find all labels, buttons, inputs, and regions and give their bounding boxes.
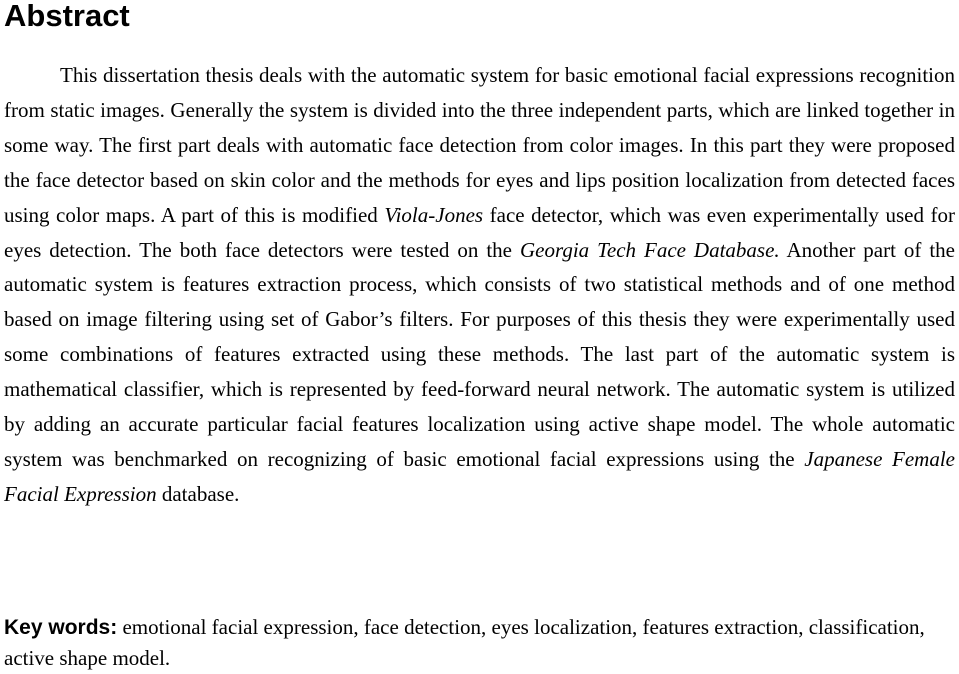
- abstract-italic-term: Viola-Jones: [384, 202, 484, 227]
- abstract-italic-term: Georgia Tech Face Database.: [519, 237, 780, 262]
- section-heading: Abstract: [4, 0, 130, 33]
- keywords-text: emotional facial expression, face detection, eyes localization, features extraction, classification, active shape model.: [4, 615, 925, 670]
- abstract-text-segment: Another part of the automatic system is features extraction process, which consists of two statistical methods and of one method based on image filtering using set of Gabor’s filters. For purposes of this thesis they were experimentally used some combinations of features extracted using these methods. The last part of the automatic system is mathematical classifier, which is represented by feed-forward neural network. The automatic system is utilized by adding an accurate particular facial features localization using active shape model. The whole automatic system was benchmarked on recognizing of basic emotional facial expressions using the: [4, 237, 955, 471]
- abstract-text-segment: face detector, which was even experimentally used for eyes detection. The both face detectors were tested on the: [4, 202, 955, 262]
- abstract-paragraph: [4, 58, 955, 512]
- keywords-paragraph: [4, 612, 934, 674]
- abstract-text-segment: This dissertation thesis deals with the automatic system for basic emotional facial expressions recognition from static images. Generally the system is divided into the three independent parts, which are linked together in some way. The first part deals with automatic face detection from color images. In this part they were proposed the face detector based on skin color and the methods for eyes and lips position localization from detected faces using color maps. A part of this is modified: [4, 63, 955, 227]
- abstract-text-segment: database.: [156, 481, 240, 506]
- abstract-italic-term: Japanese Female Facial Expression: [4, 446, 956, 506]
- keywords-label: Key words:: [4, 616, 118, 639]
